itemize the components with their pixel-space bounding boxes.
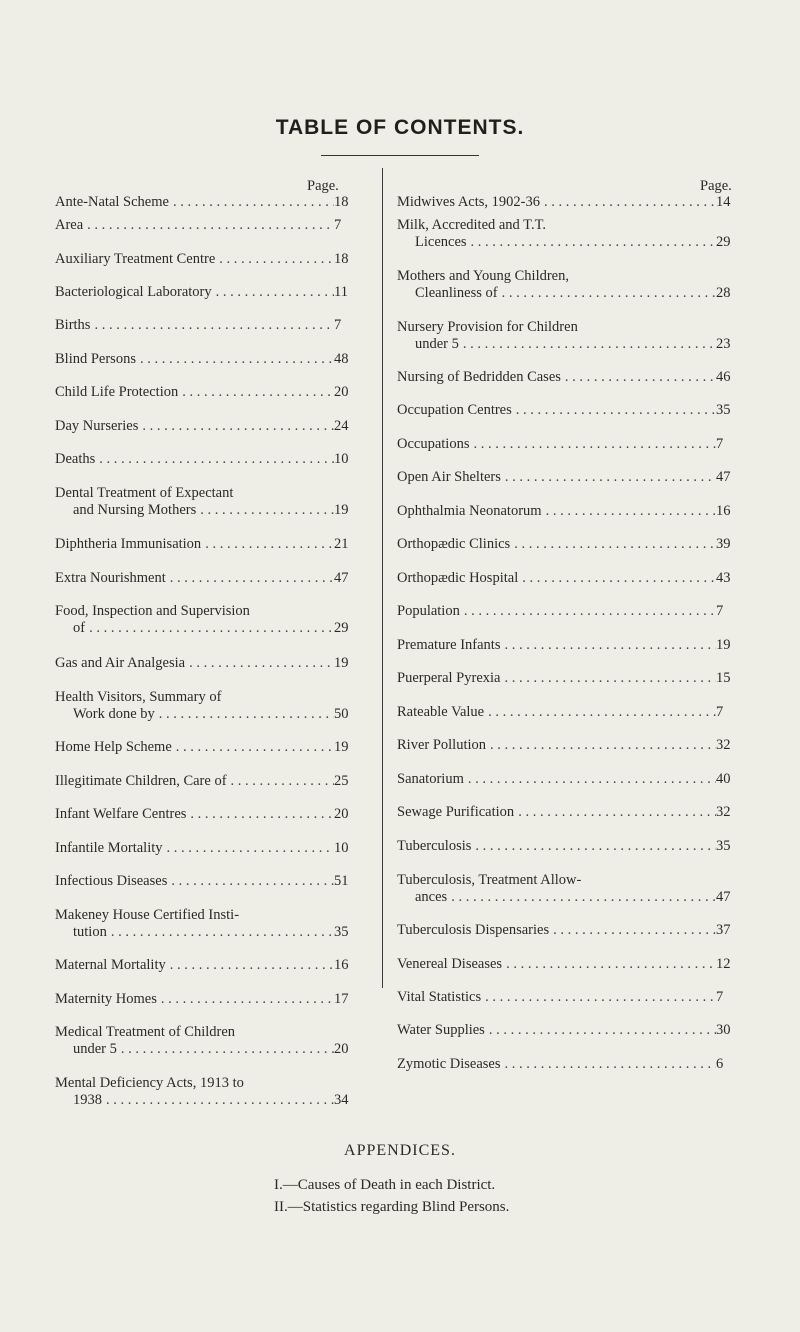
right-page-header: Page.: [700, 178, 732, 194]
leader-dots: [501, 1056, 717, 1073]
leader-dots: [215, 251, 334, 268]
toc-page-number: 29: [334, 620, 349, 636]
leader-dots: [542, 503, 716, 520]
toc-page-number: 47: [716, 889, 731, 905]
toc-entry: [397, 771, 742, 788]
toc-entry: [55, 991, 360, 1008]
leader-dots: [186, 806, 334, 823]
toc-entry-title: Infant Welfare Centres: [55, 806, 187, 822]
toc-page-number: 14: [716, 194, 731, 210]
toc-page-number: 35: [334, 924, 349, 940]
toc-entry: [55, 689, 360, 723]
toc-page-number: 48: [334, 351, 349, 367]
leader-dots: [107, 924, 334, 941]
leader-dots: [167, 873, 334, 890]
toc-entry-title: Extra Nourishment: [55, 570, 166, 586]
title-rule: [321, 155, 479, 156]
toc-entry: [55, 351, 360, 368]
toc-page-number: 24: [334, 418, 349, 434]
toc-entry-title: Infantile Mortality: [55, 840, 163, 856]
toc-entry-title: Day Nurseries: [55, 418, 139, 434]
toc-entry: [397, 536, 742, 553]
toc-entry: [55, 418, 360, 435]
toc-page-number: 46: [716, 369, 731, 385]
toc-entry: [397, 217, 742, 251]
leader-dots: [169, 194, 334, 211]
toc-page-number: 47: [334, 570, 349, 586]
toc-entry-title: Food, Inspection and Supervision: [55, 603, 250, 619]
leader-dots: [512, 402, 716, 419]
toc-page-number: 6: [716, 1056, 724, 1072]
leader-dots: [549, 922, 716, 939]
toc-page-number: 51: [334, 873, 349, 889]
toc-entry-title: Water Supplies: [397, 1022, 485, 1038]
toc-page-number: 47: [716, 469, 731, 485]
leader-dots: [163, 840, 334, 857]
toc-page-number: 39: [716, 536, 731, 552]
toc-entry-title: Cleanliness of: [415, 285, 498, 301]
leader-dots: [484, 704, 716, 721]
toc-page-number: 7: [334, 317, 342, 333]
toc-entry-title: Occupation Centres: [397, 402, 512, 418]
toc-entry-title: Puerperal Pyrexia: [397, 670, 501, 686]
toc-entry: [397, 838, 742, 855]
toc-entry: [55, 317, 360, 334]
toc-entry-title: Makeney House Certified Insti-: [55, 907, 240, 923]
toc-page-number: 7: [334, 217, 342, 233]
toc-entry-title: Gas and Air Analgesia: [55, 655, 186, 671]
toc-entry-title: Area: [55, 217, 84, 233]
toc-entry: [397, 319, 742, 353]
toc-entry-title: Diphtheria Immunisation: [55, 536, 202, 552]
toc-entry: [55, 251, 360, 268]
toc-page-number: 20: [334, 806, 349, 822]
toc-entry-title: Maternity Homes: [55, 991, 157, 1007]
leader-dots: [464, 771, 716, 788]
toc-page-number: 19: [334, 502, 349, 518]
leader-dots: [485, 1022, 716, 1039]
toc-entry-title: Vital Statistics: [397, 989, 482, 1005]
toc-page-number: 37: [716, 922, 731, 938]
toc-entry: [397, 402, 742, 419]
toc-page-number: 10: [334, 840, 349, 856]
toc-entry-title: of: [73, 620, 86, 636]
toc-entry-title: under 5: [73, 1041, 117, 1057]
toc-page-number: 18: [334, 194, 349, 210]
leader-dots: [157, 991, 334, 1008]
leader-dots: [459, 336, 716, 353]
toc-entry: [55, 1024, 360, 1058]
leader-dots: [501, 469, 716, 486]
toc-entry-title: Dental Treatment of Expectant: [55, 485, 234, 501]
leader-dots: [117, 1041, 334, 1058]
toc-entry: [55, 451, 360, 468]
toc-entry: [55, 739, 360, 756]
toc-entry-title: Milk, Accredited and T.T.: [397, 217, 546, 233]
leader-dots: [500, 637, 716, 654]
toc-entry: [397, 737, 742, 754]
toc-entry-title: Child Life Protection: [55, 384, 179, 400]
leader-dots: [102, 1092, 334, 1109]
toc-page-number: 30: [716, 1022, 731, 1038]
toc-page-number: 32: [716, 737, 731, 753]
toc-entry: [55, 957, 360, 974]
toc-page-number: 28: [716, 285, 731, 301]
toc-entry: [397, 956, 742, 973]
toc-page-number: 15: [716, 670, 731, 686]
leader-dots: [178, 384, 334, 401]
toc-entry: [55, 873, 360, 890]
toc-entry-title: Mothers and Young Children,: [397, 268, 569, 284]
toc-entry: [397, 603, 742, 620]
toc-entry: [55, 536, 360, 553]
toc-entry: [397, 469, 742, 486]
leader-dots: [498, 285, 716, 302]
toc-entry: [397, 1056, 742, 1073]
appendix-item: I.—Causes of Death in each District.: [274, 1177, 496, 1193]
leader-dots: [447, 889, 716, 906]
toc-entry: [55, 907, 360, 941]
leader-dots: [166, 570, 334, 587]
toc-page-number: 20: [334, 1041, 349, 1057]
leader-dots: [510, 536, 716, 553]
toc-entry-title: and Nursing Mothers: [73, 502, 197, 518]
leader-dots: [514, 804, 716, 821]
toc-entry-title: Mental Deficiency Acts, 1913 to: [55, 1075, 244, 1091]
toc-entry-title: Deaths: [55, 451, 96, 467]
toc-entry-title: Maternal Mortality: [55, 957, 166, 973]
leader-dots: [85, 620, 334, 637]
toc-entry-title: Rateable Value: [397, 704, 485, 720]
toc-entry: [397, 637, 742, 654]
leader-dots: [561, 369, 716, 386]
toc-page-number: 50: [334, 706, 349, 722]
toc-page-number: 23: [716, 336, 731, 352]
toc-entry-title: Open Air Shelters: [397, 469, 501, 485]
toc-entry: [397, 503, 742, 520]
toc-page-number: 20: [334, 384, 349, 400]
leader-dots: [502, 956, 716, 973]
toc-entry-title: tution: [73, 924, 107, 940]
toc-entry-title: Ante-Natal Scheme: [55, 194, 169, 210]
toc-page-number: 35: [716, 402, 731, 418]
toc-page-number: 10: [334, 451, 349, 467]
leader-dots: [227, 773, 334, 790]
leader-dots: [500, 670, 716, 687]
page-title: TABLE OF CONTENTS.: [275, 116, 525, 139]
toc-entry-title: Premature Infants: [397, 637, 501, 653]
toc-page-number: 43: [716, 570, 731, 586]
toc-page-number: 19: [716, 637, 731, 653]
leader-dots: [185, 655, 334, 672]
leader-dots: [95, 451, 334, 468]
leader-dots: [90, 317, 334, 334]
toc-page-number: 7: [716, 989, 724, 1005]
toc-entry-title: Orthopædic Clinics: [397, 536, 511, 552]
toc-entry-title: Nursing of Bedridden Cases: [397, 369, 561, 385]
leader-dots: [172, 739, 334, 756]
toc-page-number: 34: [334, 1092, 349, 1108]
toc-entry-title: Work done by: [73, 706, 155, 722]
appendices-heading: APPENDICES.: [344, 1142, 456, 1159]
leader-dots: [486, 737, 716, 754]
toc-entry: [55, 570, 360, 587]
toc-page-number: 7: [716, 704, 724, 720]
toc-entry: [397, 1022, 742, 1039]
toc-entry: [55, 1075, 360, 1109]
toc-entry: [397, 704, 742, 721]
toc-entry: [397, 436, 742, 453]
toc-entry-title: Midwives Acts, 1902-36: [397, 194, 540, 210]
left-page-header: Page.: [307, 178, 339, 194]
toc-entry-title: Nursery Provision for Children: [397, 319, 578, 335]
toc-entry: [397, 670, 742, 687]
toc-entry: [397, 268, 742, 302]
toc-entry-title: Ophthalmia Neonatorum: [397, 503, 542, 519]
toc-entry-title: Zymotic Diseases: [397, 1056, 501, 1072]
leader-dots: [467, 234, 716, 251]
toc-page-number: 17: [334, 991, 349, 1007]
toc-entry-title: Bacteriological Laboratory: [55, 284, 212, 300]
leader-dots: [469, 436, 716, 453]
toc-entry-title: Licences: [415, 234, 467, 250]
leader-dots: [212, 284, 334, 301]
toc-entry-title: Sewage Purification: [397, 804, 515, 820]
leader-dots: [201, 536, 334, 553]
leader-dots: [540, 194, 716, 211]
toc-entry: [55, 806, 360, 823]
toc-entry-title: Tuberculosis: [397, 838, 472, 854]
toc-entry: [55, 773, 360, 790]
toc-entry: [397, 570, 742, 587]
leader-dots: [136, 351, 334, 368]
leader-dots: [155, 706, 334, 723]
toc-page-number: 35: [716, 838, 731, 854]
toc-entry: [397, 804, 742, 821]
toc-entry: [55, 284, 360, 301]
toc-entry-title: Tuberculosis, Treatment Allow-: [397, 872, 582, 888]
toc-entry-title: ances: [415, 889, 448, 905]
toc-entry-title: Blind Persons: [55, 351, 136, 367]
toc-entry: [397, 989, 742, 1006]
toc-entry: [55, 603, 360, 637]
toc-page-number: 16: [334, 957, 349, 973]
toc-page-number: 19: [334, 739, 349, 755]
toc-entry-title: Sanatorium: [397, 771, 464, 787]
leader-dots: [196, 502, 334, 519]
toc-entry-title: Illegitimate Children, Care of: [55, 773, 227, 789]
toc-entry: [397, 194, 742, 211]
column-divider: [382, 168, 383, 988]
toc-page-number: 18: [334, 251, 349, 267]
toc-page-number: 32: [716, 804, 731, 820]
toc-entry: [397, 369, 742, 386]
toc-page-number: 7: [716, 436, 724, 452]
leader-dots: [460, 603, 716, 620]
toc-entry-title: River Pollution: [397, 737, 487, 753]
toc-page-number: 21: [334, 536, 349, 552]
toc-entry: [397, 872, 742, 906]
toc-page-number: 11: [334, 284, 348, 300]
appendix-item: II.—Statistics regarding Blind Persons.: [274, 1199, 510, 1215]
toc-entry-title: Orthopædic Hospital: [397, 570, 519, 586]
toc-entry-title: Population: [397, 603, 460, 619]
leader-dots: [518, 570, 716, 587]
toc-entry-title: Health Visitors, Summary of: [55, 689, 222, 705]
toc-page-number: 12: [716, 956, 731, 972]
toc-entry-title: Auxiliary Treatment Centre: [55, 251, 216, 267]
toc-page-number: 7: [716, 603, 724, 619]
toc-entry-title: Infectious Diseases: [55, 873, 168, 889]
toc-entry: [55, 485, 360, 519]
leader-dots: [138, 418, 334, 435]
toc-entry: [55, 840, 360, 857]
toc-entry: [55, 655, 360, 672]
toc-page-number: 29: [716, 234, 731, 250]
toc-entry-title: Births: [55, 317, 91, 333]
toc-entry-title: Medical Treatment of Children: [55, 1024, 236, 1040]
toc-page-number: 40: [716, 771, 731, 787]
toc-entry-title: 1938: [73, 1092, 102, 1108]
toc-page-number: 16: [716, 503, 731, 519]
toc-entry-title: Tuberculosis Dispensaries: [397, 922, 550, 938]
leader-dots: [481, 989, 716, 1006]
toc-page-number: 19: [334, 655, 349, 671]
leader-dots: [471, 838, 716, 855]
toc-entry: [55, 194, 360, 211]
toc-entry: [55, 384, 360, 401]
toc-entry-title: Occupations: [397, 436, 470, 452]
toc-entry: [55, 217, 360, 234]
toc-entry-title: Home Help Scheme: [55, 739, 172, 755]
toc-entry: [397, 922, 742, 939]
toc-entry-title: Venereal Diseases: [397, 956, 503, 972]
toc-entry-title: under 5: [415, 336, 459, 352]
leader-dots: [83, 217, 334, 234]
toc-page-number: 25: [334, 773, 349, 789]
leader-dots: [166, 957, 334, 974]
